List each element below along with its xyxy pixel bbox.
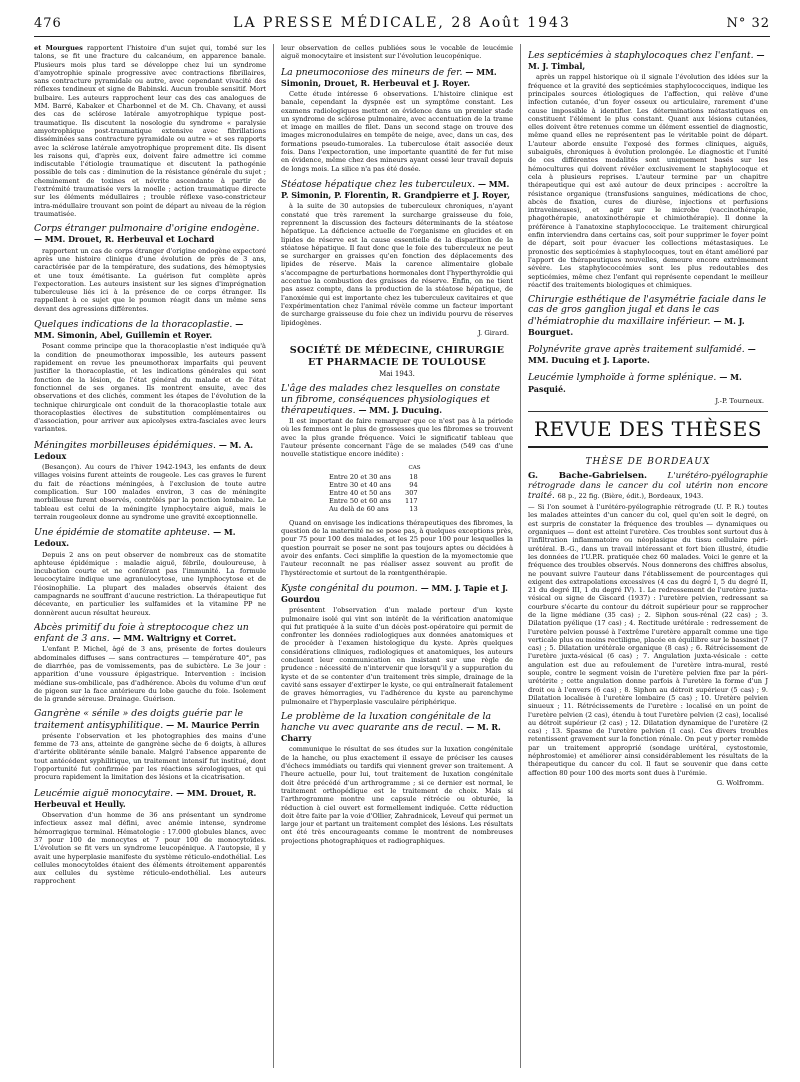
article-authors: — MM. Simonin, Abel, Guillemin et Royer. [34, 319, 244, 341]
article-title: La pneumoconiose des mineurs de fer. [281, 66, 463, 78]
article-title: Corps étranger pulmonaire d'origine endogène. [34, 223, 260, 235]
article [528, 295, 768, 338]
these-title-block [528, 472, 768, 501]
article-authors: — M. Pasquié. [528, 372, 742, 394]
page-number: 476 [34, 16, 62, 31]
these-section-heading: THÈSE DE BORDEAUX [585, 457, 711, 468]
article-authors: — M. A. Ledoux [34, 439, 254, 461]
ages-table-row [325, 473, 422, 481]
article [34, 224, 266, 313]
continuation-text: leur observation de celles publiées sous le vocable de leucémie aiguë monocytaire et insistent sur l'évolution leucopénique. [281, 44, 513, 61]
ages-table-header: CAS [408, 464, 421, 471]
article-authors: — M. J. Timbal, [528, 50, 765, 72]
ages-table-row [325, 489, 422, 497]
article-text: L'enfant P. Michel, âgé de 3 ans, présente de fortes douleurs abdominales diffuses — sans contractures — température 40°, pas de diarrhée, pas de vomissements, pas de subictère. Le 3e jour : apparition d'une voussure épigastrique. Intervention : incision médiane sus-ombilicale, pas d'adhérence. Abcès du volume d'un œuf de pigeon sur la face antérieure du lobe gauche du foie. Isolement de la grande séreuse. Drainage. Guérison. [34, 645, 266, 704]
article-authors: — M. Ledoux. [34, 527, 236, 549]
intro-text: rapportent l'histoire d'un sujet qui, tombé sur les talons, se fit une fracture du calcanéum, en apparence banale. Plusieurs mois plus tard se développe chez lui un syndrome d'amyotrophie spinale progressive avec contractions fibrillaires, sans contracture pyramidale ou autre, avec cependant vivacité des réflexes tendineux et signe de Babinski. Aucun trouble sensitif. Mort bulbaire. Les auteurs rapprochent leur cas des cas analogues de MM. Barré, Kabaker et Charbonnel et de M. Ch. Chavany, et aussi des cas de sclérose latérale amyotrophique typique post-traumatique. Ils discutent la nosologie du syndrome « paralysie amyotrophique post-traumatique extensive avec fibrillations disséminées sans contracture pyramidale ou autre » et ses rapports avec la sclérose latérale amyotrophique proprement dite. Ils disent les raisons qui, d'après eux, doivent faire admettre ici comme indiscutable l'étiologie traumatique et discutent la pathogénie possible de tels cas : diminution de la résistance générale du sujet ; cheminement de toxines et névrite ascendante à partir de l'extrémité traumatisée vers la moelle ; action traumatique directe sur les éléments médullaires ; trouble réflexe vaso-constricteur intra-médullaire trouvant son point de départ au niveau de la région traumatisée. [34, 44, 266, 218]
col2-articles [281, 67, 513, 338]
column-rule [273, 44, 274, 1068]
column-rule [520, 44, 521, 1068]
article-text: (Besançon). Au cours de l'hiver 1942-1943, les enfants de deux villages voisins furent atteints de rougeole. Les cas graves le furent du fait de réactions méningées, à l'exclusion de toute autre complication. Sur 100 malades environ, 3 cas de méningite morbilleuse furent observés, contrôlés par la ponction lombaire. Le tableau est celui de la méningite lymphocytaire aiguë, mais le terrain rougeoleux donne au syndrome une gravité exceptionnelle. [34, 463, 266, 521]
article [281, 179, 513, 337]
these-title: L'urétéro-pyélographie rétrograde dans le cancer du col utérin non encore traité. [528, 471, 768, 501]
article-title: Chirurgie esthétique de l'asymétrie faciale dans le cas de gros ganglion jugal et dans le cas d'hémiatrophie du maxillaire inférieur. [528, 294, 767, 327]
divider [528, 446, 768, 448]
article-text: après un rappel historique où il signale l'évolution des idées sur la fréquence et la gravité des septicémies staphylococciques, indique les principales sources étiologiques de l'affection, qui relève d'une infection cutanée, d'un foyer osseux ou articulaire, rarement d'une cause impossible à identifier. Les déterminations métastatiques en constituent l'élément le plus constant. Quant aux lésions cutanées, elles doivent être retenues comme un élément essentiel de diagnostic, même quand elles ne représentent pas le véritable point de départ. L'auteur aborde ensuite l'exposé des formes cliniques, aiguës, subaiguës, chroniques à évolution prolongée. Le diagnostic et l'unité de ces différentes modalités sont uniquement basés sur les hémocultures qui doivent révéler exclusivement le staphylocoque et cela à plusieurs reprises. L'auteur termine par un chapitre thérapeutique qui est axé autour de deux principes : accroître la résistance organique (transfusions sanguines, médications de choc, abcès de fixation, cures de diurèse, injections et perfusions intraveineuses), et agir sur le microbe (vaccinothérapie, phagothérapie, anatoxinothérapie et chimiothérapie). Il donne la préférence à l'anatoxine staphylococcique. Le traitement chirurgical enfin interviendra dans certains cas, soit pour supprimer le foyer point de départ, soit pour évacuer les collections métastasiques. Le pronostic des septicémies à staphylocoques, tout en étant amélioré par l'apport de thérapeutiques nouvelles, demeure encore extrêmement sévère. Les staphylococcémies sont les plus redoutables des septicémies, même chez l'enfant qui représente cependant le meilleur réactif des traitements biologiques et chimiques. [528, 73, 768, 289]
article [34, 709, 266, 781]
issue-number: N° 32 [726, 16, 770, 31]
article-title: L'âge des malades chez lesquelles on constate un fibrome, conséquences physiologiques et thérapeutiques. [281, 383, 500, 416]
intro-author: et Mourgues [34, 44, 83, 52]
article-authors: — MM. J. Ducuing. [358, 404, 442, 415]
article-text: Il est important de faire remarquer que ce n'est pas à la période où les femmes ont le plus de grossesses que les fibromes se trouvent avec la plus grande fréquence. Voici le significatif tableau que l'auteur présente concernant l'âge de se malades (549 cas d'une nouvelle statistique encore inédite) : [281, 417, 513, 459]
article-text: Posant comme principe que la thoracoplastie n'est indiquée qu'à la condition de pneumothorax impossible, les auteurs passent rapidement en revue les pneumothorax imparfaits qui peuvent justifier la thoracoplastie, et les indications générales qui sont fonction de la lésion, de l'état général du malade et de l'état fonctionnel de ses organes. Ils montrent ensuite, avec des observations et des clichés, comment les étapes de l'évolution de la technique chirurgicale ont conduit de la thoracoplastie totale aux thoracoplasties électives de substitution complémentaires ou d'association, pour arriver aux apicolyses extra-fasciales avec leurs variantes. [34, 342, 266, 434]
article [281, 67, 513, 173]
article [34, 623, 266, 703]
article-authors: — MM. Simonin, Drouet, R. Herbeuval et J. Royer. [281, 66, 497, 88]
ages-table-row [325, 505, 422, 513]
age-range: Entre 20 et 30 ans [329, 472, 392, 481]
article-title: Leucémie lymphoïde à forme splénique. [528, 372, 717, 384]
article-ages [281, 384, 513, 576]
case-count: 307 [405, 488, 418, 497]
article-title: Gangrène « sénile » des doigts guérie par le traitement antisyphilitique. [34, 708, 244, 731]
case-count: 117 [405, 496, 418, 505]
divider [528, 411, 768, 412]
article-authors: — MM. Ducuing et J. Laporte. [528, 343, 756, 366]
article-title: Le problème de la luxation congénitale de la hanche vu avec quarante ans de recul. [281, 710, 492, 734]
article-title: Une épidémie de stomatite aphteuse. [34, 527, 211, 539]
ages-table-row [325, 481, 422, 489]
ages-table-row [325, 497, 422, 505]
article-title: Les septicémies à staphylocoques chez l'enfant. [528, 50, 754, 61]
article [34, 527, 266, 617]
article [281, 712, 513, 845]
intro-paragraph [34, 44, 266, 218]
article-authors: — M. R. Charry [281, 722, 501, 744]
age-range: Entre 40 et 50 ans [329, 488, 392, 497]
revue-des-theses-heading: REVUE DES THÈSES [534, 417, 762, 442]
article-text: présente l'observation et les photographies des mains d'une femme de 73 ans, atteinte de gangrène sèche de 6 doigts, à allures d'artérite oblitérante sénile banale. Malgré l'absence apparente de tout antécédent syphilitique, un traitement intensif fut institué, dont l'opportunité fut confirmée par les réactions sérologiques, et qui procura rapidement la limitation des lésions et la cicatrisation. [34, 731, 266, 782]
article-authors: — MM. J. Tapie et J. Gourdou [281, 582, 508, 605]
article [281, 583, 513, 706]
these-details: 68 p., 22 fig. (Bière, édit.), Bordeaux, 1943. [557, 491, 704, 500]
col2-articles-2 [281, 583, 513, 845]
age-range: Entre 50 et 60 ans [329, 496, 392, 505]
article [528, 50, 768, 289]
article-authors: — MM. Waltrigny et Corret. [112, 633, 237, 644]
article [34, 440, 266, 521]
article-authors: — MM. Drouet, R. Herbeuval et Lochard [34, 234, 215, 245]
society-title: SOCIÉTÉ DE MÉDECINE, CHIRURGIE ET PHARMACIE DE TOULOUSE [289, 345, 505, 369]
age-range: Au delà de 60 ans [329, 504, 389, 513]
running-header [34, 14, 770, 37]
article [34, 788, 266, 886]
article-authors: — MM. Drouet, R. Herbeuval et Heully. [34, 787, 257, 809]
article-title: Abcès primitif du foie à streptocoque chez un enfant de 3 ans. [34, 621, 249, 645]
article-title: Polynévrite grave après traitement sulfamidé. [528, 343, 745, 355]
article-text: Observation d'un homme de 36 ans présentant un syndrome infectieux assez mal défini, avec anémie intense, syndrome hémorragique terminal. Hématologie : 17.000 globules blancs, avec 37 pour 100 de monocytes et 7 pour 100 de monocytoïdes. L'évolution se fit vers un syndrome leucopénique. A l'autopsie, il y avait une hyperplasie manifeste du système réticulo-endothélial. Les cellules monocytoïdes étaient des éléments étroitement apparentés aux cellules du système réticulo-endothélial. Les auteurs rapprochent [34, 811, 266, 886]
article-title: Leucémie aiguë monocytaire. [34, 787, 174, 799]
article-signature: J. Girard. [477, 328, 509, 337]
these-signature: G. Wolfromm. [716, 778, 764, 787]
case-count: 94 [409, 480, 418, 489]
article-text: Cette étude intéresse 6 observations. L'histoire clinique est banale, cependant la dyspnée est un symptôme constant. Les examens radiologiques mettent en évidence dans un premier stade un syndrome de sclérose pulmonaire, avec accentuation de la trame et image en mailles de filet. Dans un second stage on trouve des images micronodulaires en tempête de neige, avec, dans un cas, des formations pseudo-tumorales. La tuberculose était associée deux fois. Dans l'expectoration, une importante quantité de fer fut mise en évidence, même chez des mineurs ayant cessé leur travail depuis de longs mois. La silice n'a pas été dosée. [281, 90, 513, 173]
journal-title: LA PRESSE MÉDICALE, 28 Août 1943 [233, 15, 571, 31]
article-title: Quelques indications de la thoracoplastie. [34, 319, 233, 331]
article [34, 319, 266, 434]
age-range: Entre 30 et 40 ans [329, 480, 392, 489]
society-date: Mai 1943. [379, 370, 415, 379]
article [528, 344, 768, 366]
article-text: à la suite de 30 autopsies de tuberculeux chroniques, n'ayant constaté que très rarement la surcharge graisseuse du foie, reprennent la discussion des facteurs déterminants de la stéatose hépatique. La déficience actuelle de l'organisme en glucides et en lipides de réserve est la cause essentielle de la disparition de la stéatose hépatique. Il faut donc que le foie des tuberculeux ne peut se surcharger en graisses qu'en fonction des déplacements des lipides de réserve. Mais la carence alimentaire globale s'accompagne de perturbations hormonales dont l'hyperthyroïdie qui accentue la combustion des graisses de réserve. Enfin, on ne tient pas assez compte, dans la production de la stéatose hépatique, de l'anoxémie qui est importante chez les tuberculeux cavitaires et que l'expérimentation chez l'animal révèle comme un facteur important de surcharge graisseuse du foie chez un individu pourvu de réserves lipidogènes. [281, 202, 513, 327]
article-text: rapportent un cas de corps étranger d'origine endogène expectoré après une histoire clinique d'une évolution de près de 3 ans, caractérisée par de la température, des sudations, des hémoptysies et une toux émétisante. La guérison fut complète après l'expectoration. Les auteurs insistent sur les signes d'imprégnation tuberculeuse liés ici à la présence de ce corps étranger. Ils rappellent à ce sujet que le poumon réagit dans un même sens devant des agressions différentes. [34, 246, 266, 313]
article-title: Méningites morbilleuses épidémiques. [34, 439, 216, 451]
article [528, 372, 768, 405]
col3-articles [528, 50, 768, 405]
col1-articles [34, 224, 266, 885]
case-count: 13 [409, 504, 418, 513]
article-title: Stéatose hépatique chez les tuberculeux. [281, 178, 476, 190]
these-author: G. Bache-Gabrielsen. [528, 471, 648, 482]
article-text: présentent l'observation d'un malade porteur d'un kyste pulmonaire isolé qui vint son intérêt de la vérification anatomique qui fut pratiquée à la suite d'un décès post-opératoire qui permit de confronter les données radiologiques aux données anatomiques et de procéder à l'examen histologique du kyste. Après quelques considérations cliniques, radiologiques et anatomiques, les auteurs concluent leur communication en insistant sur une règle de prudence : nécessité de n'intervenir que lorsqu'il y a suppuration du kyste et de se contenter d'un traitement très simple, drainage de la cavité sans essayer d'extirper le kyste, ce qui entraînerait fatalement de graves hémorragies, vu l'adhérence du kyste au parenchyme pulmonaire et l'hyperplasie vasculaire périphérique. [281, 606, 513, 706]
article-authors: — M. J. Bourguet. [528, 315, 745, 337]
article-text-after: Quand on envisage les indications thérapeutiques des fibromes, la question de la maternité ne se pose pas, à quelques exceptions près, pour 75 pour 100 des malades, et les 25 pour 100 pour lesquelles la question pourrait se poser ne sont pas toujours aptes ou décidées à avoir des enfants. Ceci simplifie la question de la myomectomie que l'auteur reconnaît ne pas réaliser assez souvent au profit de l'hystérectomie et surtout de la rœntgenthérapie. [281, 518, 513, 577]
column-left [34, 44, 266, 1068]
article-text: Depuis 2 ans on peut observer de nombreux cas de stomatite aphteuse épidémique : maladie aiguë, fébrile, douloureuse, à incubation courte et ne conférant pas l'immunité. La formule leucocytaire indique une agranulocytose, une lymphocytose et de l'éosinophilie. La plupart des malades observés étaient des campagnards ne souffrant d'aucune restriction. La thérapeutique fut décevante, en particulier les sulfamides et la vitamine PP ne donnèrent aucun résultat heureux. [34, 550, 266, 617]
ages-table [325, 463, 422, 513]
these-text: — Si l'on soumet à l'urétéro-pyélographie rétrograde (U. P. R.) toutes les malades atteintes d'un cancer du col, quel qu'en soit le degré, on est surpris de constater la fréquence des troubles — dynamiques ou organiques — dont est atteint l'uretère. Ces troubles sont surtout dus à l'infiltration inflammatoire ou néoplasique du tissu cellulaire péri-urétéral. B.-G., dans un travail intéressant et fort bien illustré, étudie les données de l'U.P.R. pratiquée chez 60 malades. Voici le genre et la fréquence des troubles observés. Nous donnerons des chiffres absolus, ne pouvant suivre l'auteur dans l'établissement de pourcentages qui exigent des extrapolations excessives (4 cas du degré I, 5 du degré II, 21 du degré III, 1 du degré IV). 1. Le redressement de l'uretère juxta-vésical ou signe de Giscard (1937) : l'uretère pelvien, redressant sa courbure s'écarte du contour du détroit supérieur pour se rapprocher de la ligne médiane (35 cas) ; 2. Siphon sous-rénal (22 cas) ; 3. Dilatation pyélique (17 cas) ; 4. Rectitude urétérale : redressement de l'uretère pelvien poussé à l'extrême l'uretère apparaît comme une tige verticale plus ou moins rectiligne, placée en équilibre sur le bassinet (7 cas) ; 5. Dilatation urétérale organique (8 cas) ; 6. Rétrécissement de l'uretère juxta-vésical (6 cas) ; 7. Angulation juxta-vésicale : cette angulation est due au refoulement de l'uretère intra-mural, resté souple, contre le segment voisin de l'uretère pelvien fixe par la péri-urétérite ; cette angulation donne parfois à l'uretère la forme d'un J droit ou à l'envers (6 cas) ; 8. Siphon au détroit supérieur (5 cas) ; 9. Dilatation localisée à l'uretère lombaire (5 cas) ; 10. Uretère pelvien sinueux ; 11. Rétrécissements de l'uretère : localisé en un point de l'uretère pelvien (2 cas), étendu à tout l'uretère pelvien (2 cas), localisé au détroit supérieur (2 cas) ; 12. Dilatation dynamique de l'uretère (2 cas) ; 13. Spasme de l'uretère pelvien (1 cas). Ces divers troubles retentissent gravement sur la fonction rénale. On peut y porter remède par un traitement approprié (sondage urétéral, cystostomie, néphrostomie) et améliorer ainsi considérablement les résultats de la thérapeutique du cancer du col. Il faut se souvenir que dans cette affection 80 pour 100 des morts sont dues à l'urémie. [528, 503, 768, 777]
column-middle [281, 44, 513, 1068]
column-right [528, 44, 768, 1068]
article-authors: — M. Maurice Perrin [166, 719, 260, 730]
article-title: Kyste congénital du poumon. [281, 582, 418, 594]
article-authors: — MM. P. Simonin, P. Florentin, R. Grandpierre et J. Royer, [281, 178, 511, 201]
article-text: communique le résultat de ses études sur la luxation congénitale de la hanche, ou plus exactement il essaye de préciser les causes d'échecs immédiats ou tardifs qui viennent grever son traitement. A l'heure actuelle, pour lui, tout traitement de luxation congénitale doit être précédé d'un arthrogramme ; si ce dernier est normal, le traitement orthopédique est le traitement de choix. Mais si l'arthrogramme montre une capsule rétrécie ou obturée, la réduction à ciel ouvert est formellement indiquée. Cette réduction doit être faite par la voie d'Ollier, Zahradnicek, Leveuf qui permet un large jour et partant un traitement complet des lésions. Les résultats ont été très encourageants comme le montrent de nombreuses projections photographiques et radiographiques. [281, 745, 513, 845]
case-count: 18 [409, 472, 418, 481]
article-signature: J.-P. Tourneux. [715, 396, 764, 405]
